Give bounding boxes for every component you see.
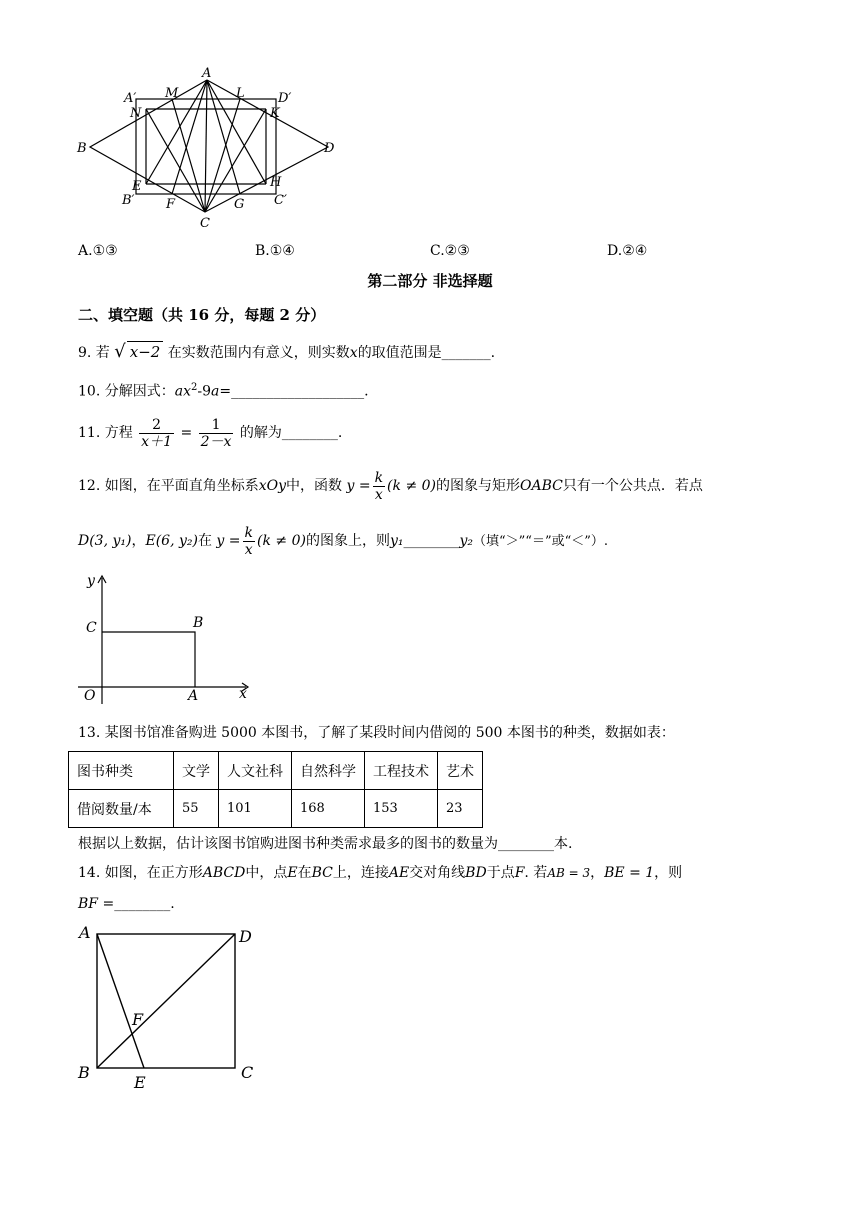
figure-q14 <box>70 918 270 1094</box>
label-B: B <box>77 141 87 156</box>
table-cell: 图书种类 <box>69 752 174 790</box>
question-13-intro: 13. 某图书馆准备购进 5000 本图书，了解了某段时间内借阅的 500 本图书的种类，数据如表： <box>78 725 675 741</box>
label-D-prime: D′ <box>278 91 292 106</box>
label-O: O <box>84 688 96 704</box>
label-C: C <box>241 1063 254 1082</box>
question-14-line1: 14. 如图，在正方形ABCD中，点E在BC上，连接AE交对角线BD于点F. 若AB = 3，BE = 1，则 <box>78 865 683 881</box>
choice-b: B.①④ <box>255 243 295 259</box>
data-table <box>68 751 483 828</box>
label-A: A <box>188 688 199 704</box>
label-L: L <box>236 86 245 101</box>
label-G: G <box>234 197 245 212</box>
table-row <box>69 752 483 790</box>
diagonal-BD <box>97 934 235 1068</box>
question-11: 11. 方程 $\frac{2}{x+1}$ = $\frac{1}{2-x}$ 的解为________. <box>78 416 343 450</box>
label-D: D <box>324 141 335 156</box>
label-H: H <box>270 175 282 190</box>
section-title: 二、填空题（共 16 分，每题 2 分） <box>78 306 326 324</box>
fraction-left: $\frac{2}{x+1}$ <box>141 416 172 450</box>
label-M: M <box>165 86 179 101</box>
segment-AC <box>205 80 207 212</box>
segment-CL <box>205 99 240 212</box>
question-14-line2: BF =________. <box>78 896 175 912</box>
part-title: 第二部分 非选择题 <box>367 272 493 290</box>
sqrt-sign: √ <box>114 341 126 362</box>
label-x: x <box>239 686 247 702</box>
table-cell: 艺术 <box>438 752 483 790</box>
figure-q12 <box>70 568 260 708</box>
segment-CN <box>146 109 205 212</box>
question-9: 9. 若 √ x−2 在实数范围内有意义，则实数x的取值范围是_______. <box>78 341 496 362</box>
table-cell: 23 <box>438 790 483 828</box>
label-E: E <box>134 1073 146 1092</box>
label-K: K <box>270 106 280 121</box>
label-B-prime: B′ <box>122 193 135 208</box>
label-E: E <box>132 179 142 194</box>
label-N: N <box>130 106 142 121</box>
segment-CM <box>172 99 205 212</box>
question-13-after: 根据以上数据，估计该图书馆购进图书种类需求最多的图书的数量为________本. <box>78 836 573 852</box>
label-C: C <box>200 216 210 231</box>
table-cell: 168 <box>292 790 365 828</box>
fraction-k-over-x: $\frac{k}{x}$ <box>374 469 384 503</box>
label-B: B <box>193 615 204 631</box>
question-12-line1: 12. 如图，在平面直角坐标系xOy中，函数 y = $\frac{k}{x}$ (k ≠ 0)的图象与矩形OABC只有一个公共点．若点 <box>78 469 703 503</box>
rectangle-OABC <box>102 632 195 687</box>
label-F: F <box>132 1010 144 1029</box>
label-C-prime: C′ <box>274 193 287 208</box>
question-12-line2: D(3, y₁)，E(6, y₂)在 y = $\frac{k}{x}$ (k ≠ 0)的图象上，则y₁________y₂（填“＞”“＝”或“＜”）. <box>78 524 609 558</box>
label-A: A <box>202 66 212 81</box>
table-cell: 借阅数量/本 <box>69 790 174 828</box>
table-cell: 人文社科 <box>219 752 292 790</box>
label-A-prime: A′ <box>124 91 137 106</box>
table-row <box>69 790 483 828</box>
table-cell: 101 <box>219 790 292 828</box>
table-cell: 工程技术 <box>365 752 438 790</box>
label-A: A <box>79 923 91 942</box>
choice-c: C.②③ <box>430 243 470 259</box>
table-cell: 153 <box>365 790 438 828</box>
label-B: B <box>78 1063 90 1082</box>
table-cell: 55 <box>174 790 219 828</box>
label-D: D <box>239 927 252 946</box>
label-F: F <box>166 197 176 212</box>
question-10: 10. 分解因式：$ax^2-9a=\_\_\_\_\_\_\_\_\_\_\_\_\_\_\_\_\_\_\_$. <box>78 382 369 400</box>
choice-a: A.①③ <box>78 243 118 259</box>
fraction-k-over-x-2: $\frac{k}{x}$ <box>244 524 253 558</box>
figure-q8 <box>70 60 350 235</box>
table-cell: 文学 <box>174 752 219 790</box>
radicand: x−2 <box>127 341 164 362</box>
choice-d: D.②④ <box>607 243 648 259</box>
segment-AE <box>97 934 144 1068</box>
label-y: y <box>87 573 95 589</box>
label-C: C <box>86 620 97 636</box>
table-cell: 自然科学 <box>292 752 365 790</box>
fraction-right: $\frac{1}{2-x}$ <box>200 416 232 450</box>
